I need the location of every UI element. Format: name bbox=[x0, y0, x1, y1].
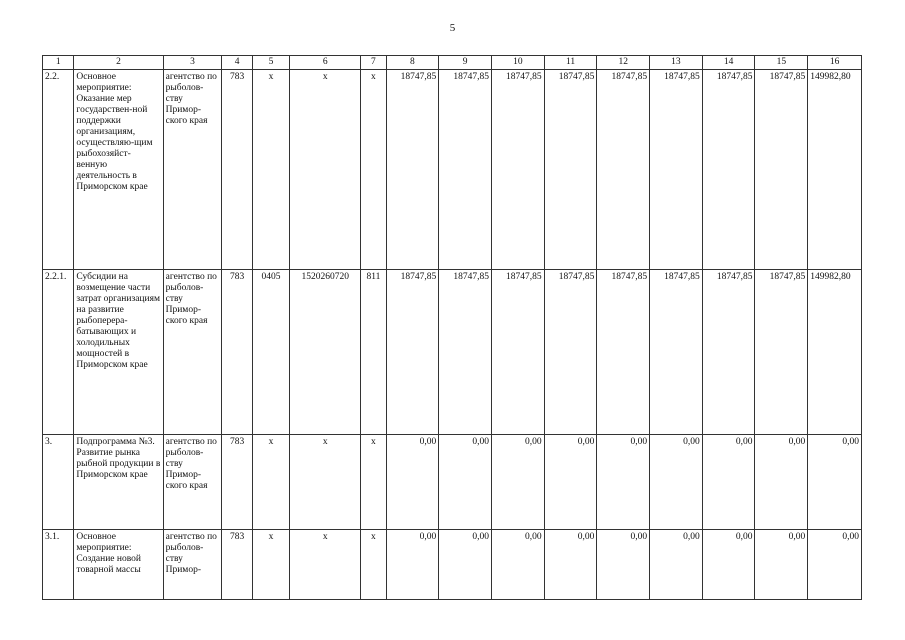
section-cell: x bbox=[252, 435, 290, 530]
column-header: 9 bbox=[439, 56, 492, 70]
value-cell: 0,00 bbox=[702, 435, 755, 530]
code-cell: 783 bbox=[222, 530, 252, 600]
value-cell: 0,00 bbox=[755, 435, 808, 530]
value-cell: 0,00 bbox=[386, 530, 439, 600]
value-cell: 0,00 bbox=[702, 530, 755, 600]
value-cell: 0,00 bbox=[597, 530, 650, 600]
table-row bbox=[43, 435, 862, 530]
code-cell: 783 bbox=[222, 435, 252, 530]
column-header: 14 bbox=[702, 56, 755, 70]
expense-type-cell: 811 bbox=[361, 270, 386, 435]
section-cell: 0405 bbox=[252, 270, 290, 435]
value-cell: 18747,85 bbox=[491, 270, 544, 435]
column-header: 12 bbox=[597, 56, 650, 70]
value-cell: 18747,85 bbox=[755, 270, 808, 435]
value-cell: 0,00 bbox=[650, 530, 703, 600]
column-header: 16 bbox=[808, 56, 862, 70]
value-cell: 0,00 bbox=[491, 530, 544, 600]
row-number-cell: 3.1. bbox=[43, 530, 74, 600]
value-cell: 18747,85 bbox=[650, 270, 703, 435]
table-body bbox=[43, 56, 862, 600]
agency-cell: агентство по рыболов-ству Примор-ского края bbox=[163, 70, 222, 270]
target-article-cell: x bbox=[290, 530, 361, 600]
agency-cell: агентство по рыболов-ству Примор- bbox=[163, 530, 222, 600]
value-cell: 18747,85 bbox=[439, 270, 492, 435]
agency-cell: агентство по рыболов-ству Примор-ского края bbox=[163, 270, 222, 435]
column-header: 3 bbox=[163, 56, 222, 70]
column-header: 8 bbox=[386, 56, 439, 70]
value-cell: 149982,80 bbox=[808, 70, 862, 270]
table-row bbox=[43, 70, 862, 270]
column-header: 13 bbox=[650, 56, 703, 70]
header-row bbox=[43, 56, 862, 70]
value-cell: 18747,85 bbox=[491, 70, 544, 270]
row-name-cell: Субсидии на возмещение части затрат организациям на развитие рыбоперера-батывающих и холодильных мощностей в Приморском крае bbox=[74, 270, 163, 435]
column-header: 15 bbox=[755, 56, 808, 70]
code-cell: 783 bbox=[222, 70, 252, 270]
row-number-cell: 3. bbox=[43, 435, 74, 530]
value-cell: 18747,85 bbox=[702, 270, 755, 435]
value-cell: 0,00 bbox=[491, 435, 544, 530]
value-cell: 0,00 bbox=[386, 435, 439, 530]
value-cell: 18747,85 bbox=[755, 70, 808, 270]
value-cell: 0,00 bbox=[755, 530, 808, 600]
column-header: 10 bbox=[491, 56, 544, 70]
column-header: 11 bbox=[544, 56, 597, 70]
column-header: 1 bbox=[43, 56, 74, 70]
row-number-cell: 2.2. bbox=[43, 70, 74, 270]
value-cell: 18747,85 bbox=[597, 270, 650, 435]
value-cell: 0,00 bbox=[544, 435, 597, 530]
value-cell: 18747,85 bbox=[386, 270, 439, 435]
row-number-cell: 2.2.1. bbox=[43, 270, 74, 435]
column-header: 2 bbox=[74, 56, 163, 70]
value-cell: 0,00 bbox=[650, 435, 703, 530]
target-article-cell: x bbox=[290, 70, 361, 270]
row-name-cell: Основное мероприятие: Создание новой товарной массы bbox=[74, 530, 163, 600]
expense-type-cell: x bbox=[361, 70, 386, 270]
table-row bbox=[43, 530, 862, 600]
value-cell: 149982,80 bbox=[808, 270, 862, 435]
value-cell: 18747,85 bbox=[439, 70, 492, 270]
code-cell: 783 bbox=[222, 270, 252, 435]
value-cell: 18747,85 bbox=[544, 70, 597, 270]
value-cell: 18747,85 bbox=[597, 70, 650, 270]
expense-type-cell: x bbox=[361, 530, 386, 600]
value-cell: 0,00 bbox=[439, 530, 492, 600]
value-cell: 0,00 bbox=[439, 435, 492, 530]
row-name-cell: Основное мероприятие: Оказание мер государствен-ной поддержки организациям, осуществляю-щим рыбохозяйст-венную деятельность в Приморском крае bbox=[74, 70, 163, 270]
value-cell: 0,00 bbox=[808, 435, 862, 530]
column-header: 7 bbox=[361, 56, 386, 70]
column-header: 5 bbox=[252, 56, 290, 70]
expense-type-cell: x bbox=[361, 435, 386, 530]
page-number: 5 bbox=[449, 22, 456, 34]
table-row bbox=[43, 270, 862, 435]
budget-table bbox=[42, 55, 862, 600]
value-cell: 18747,85 bbox=[650, 70, 703, 270]
value-cell: 18747,85 bbox=[386, 70, 439, 270]
target-article-cell: x bbox=[290, 435, 361, 530]
target-article-cell: 1520260720 bbox=[290, 270, 361, 435]
section-cell: x bbox=[252, 530, 290, 600]
agency-cell: агентство по рыболов-ству Примор-ского края bbox=[163, 435, 222, 530]
value-cell: 0,00 bbox=[597, 435, 650, 530]
section-cell: x bbox=[252, 70, 290, 270]
row-name-cell: Подпрограмма №3. Развитие рынка рыбной продукции в Приморском крае bbox=[74, 435, 163, 530]
column-header: 6 bbox=[290, 56, 361, 70]
value-cell: 0,00 bbox=[544, 530, 597, 600]
value-cell: 18747,85 bbox=[702, 70, 755, 270]
column-header: 4 bbox=[222, 56, 252, 70]
value-cell: 0,00 bbox=[808, 530, 862, 600]
value-cell: 18747,85 bbox=[544, 270, 597, 435]
